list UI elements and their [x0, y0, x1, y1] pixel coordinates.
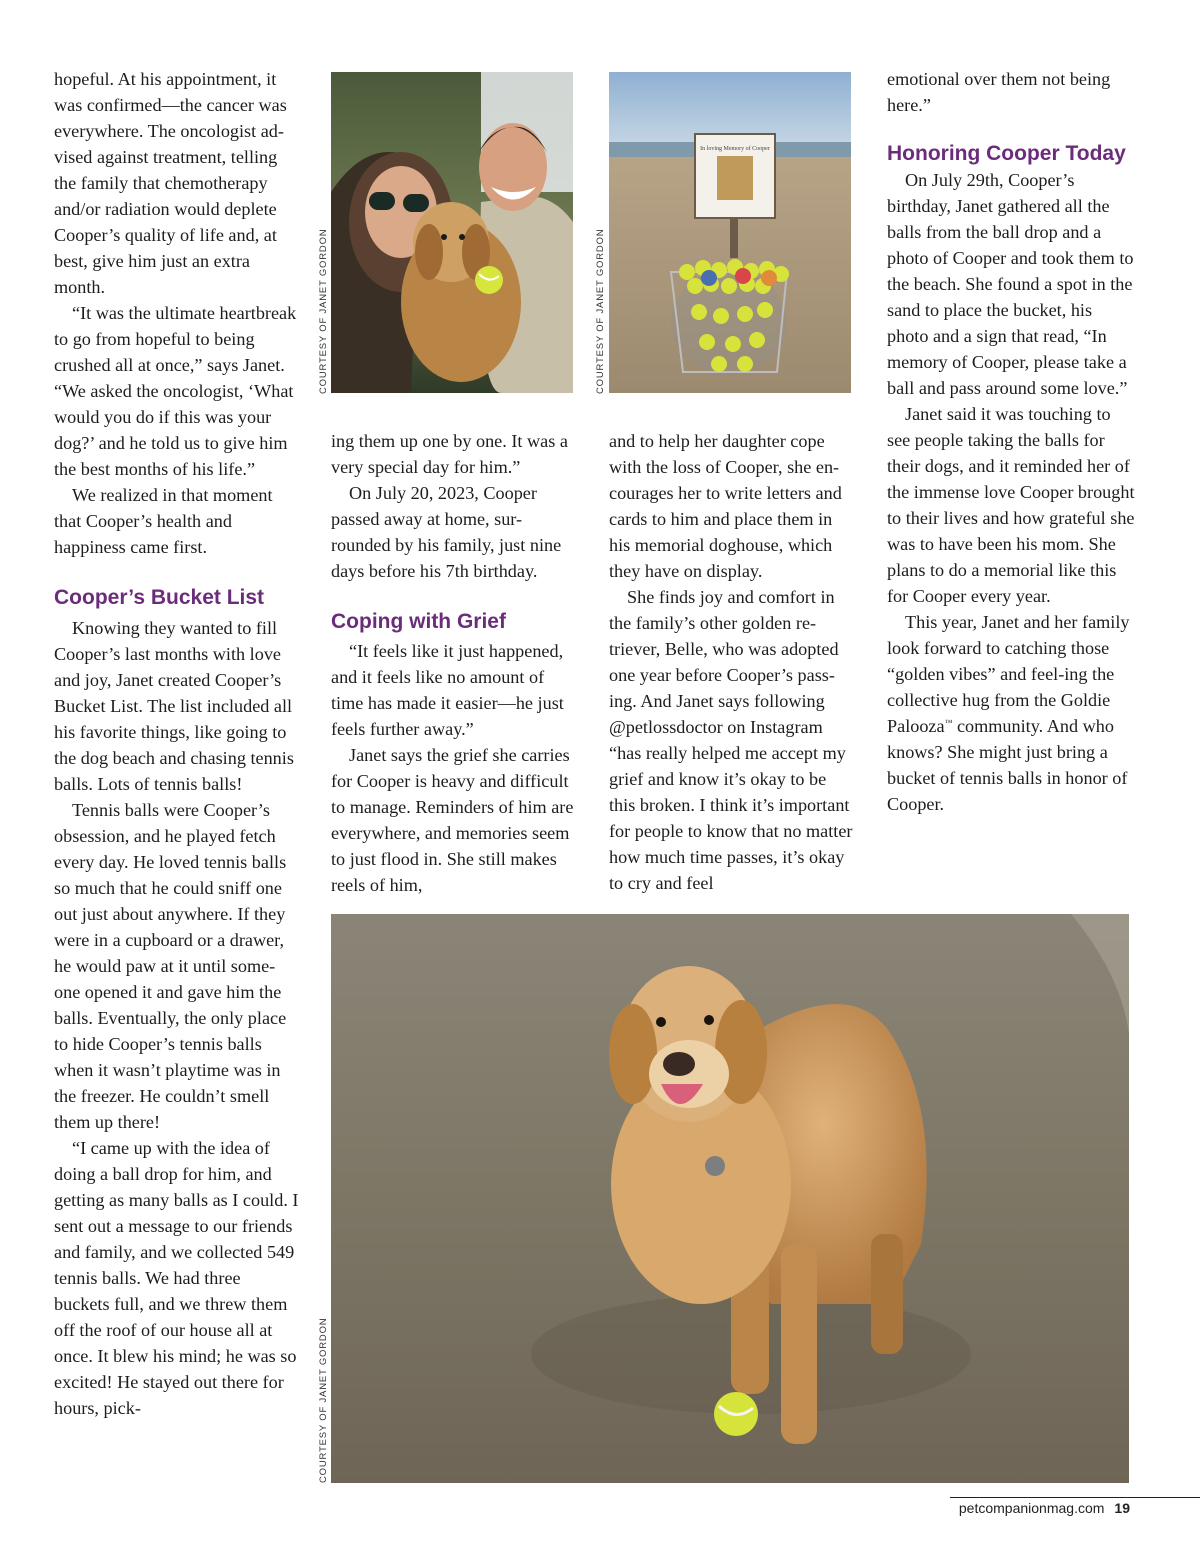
footer — [959, 1500, 1130, 1516]
heading-coopers-bucket-list: Cooper’s Bucket List — [54, 586, 265, 609]
col2-paragraph-1: ing them up one by one. It was a very special day for him.” — [331, 431, 568, 477]
col1-paragraph-1: hopeful. At his appointment, it was confirmed—the cancer was everywhere. The oncologist ad-vised against treatment, telling the family that chemotherapy and/or radiation would deplete Cooper’s quality of life and, at best, give him just an extra month. — [54, 69, 287, 297]
photo-credit-1: COURTESY OF JANET GORDON — [318, 228, 329, 394]
heading-honoring-cooper-today: Honoring Cooper Today — [887, 142, 1126, 165]
col4-paragraph-4-part-b: community. And who knows? She might just bring a bucket of tennis balls in honor of Cooper. — [887, 716, 1128, 814]
footer-rule — [950, 1497, 1200, 1498]
heading-coping-with-grief: Coping with Grief — [331, 610, 506, 633]
column-2 — [331, 428, 577, 898]
col3-paragraph-1: and to help her daughter cope with the loss of Cooper, she en-courages her to write letters and cards to him and place them in his memorial doghouse, which they have on display. — [609, 431, 842, 581]
col3-paragraph-2: She finds joy and comfort in the family’s other golden re-triever, Belle, who was adopted one year before Cooper’s pass-ing. And Janet says following @petlossdoctor on Instagram “has really helped me accept my grief and know it’s okay to be this broken. I think it’s important for people to know that no matter how much time passes, it’s okay to cry and feel — [609, 587, 853, 893]
col1-paragraph-2: “It was the ultimate heartbreak to go from hopeful to being crushed all at once,” says Janet. “We asked the oncologist, ‘What would you do if this was your dog?’ and he told us to give him the best months of his life.” — [54, 303, 297, 479]
column-4 — [887, 66, 1135, 817]
memorial-sign-text: In loving Memory of Cooper — [700, 146, 770, 152]
photo-credit-2: COURTESY OF JANET GORDON — [595, 228, 606, 394]
col1-paragraph-3: We realized in that moment that Cooper’s health and happiness came first. — [54, 485, 273, 557]
col2-paragraph-3: “It feels like it just happened, and it feels like no amount of time has made it easier—he just feels further away.” — [331, 641, 564, 739]
col2-paragraph-4: Janet says the grief she carries for Cooper is heavy and difficult to manage. Reminders of him are everywhere, and memories seem to just flood in. She still makes reels of him, — [331, 745, 574, 895]
col4-paragraph-1: emotional over them not being here.” — [887, 69, 1111, 115]
col4-paragraph-4 — [887, 609, 1135, 817]
col4-paragraph-3: Janet said it was touching to see people taking the balls for their dogs, and it reminded her of the immense love Cooper brought to their lives and how grateful she was to have been his mom. She plans to do a memorial like this for Cooper every year. — [887, 404, 1135, 606]
page-number: 19 — [1114, 1500, 1130, 1516]
col1-paragraph-4: Knowing they wanted to fill Cooper’s last months with love and joy, Janet created Cooper’s Bucket List. The list included all his favorite things, like going to the dog beach and chasing tennis balls. Lots of tennis balls! — [54, 618, 294, 794]
trademark-symbol: ™ — [944, 717, 953, 727]
footer-site: petcompanionmag.com — [958, 1500, 1105, 1516]
photo-credit-3: COURTESY OF JANET GORDON — [318, 1317, 329, 1483]
col4-paragraph-4-part-a: This year, Janet and her family look forward to catching those “golden vibes” and feel-ing the collective hug from the Goldie Palooza — [887, 612, 1130, 736]
column-3 — [609, 428, 857, 896]
col4-paragraph-2: On July 29th, Cooper’s birthday, Janet gathered all the balls from the ball drop and a photo of Cooper and took them to the beach. She found a spot in the sand to place the bucket, his photo and a sign that read, “In memory of Cooper, please take a ball and pass around some love.” — [887, 170, 1134, 398]
col1-paragraph-6: “I came up with the idea of doing a ball drop for him, and getting as many balls as I could. I sent out a message to our friends and family, and we collected 549 tennis balls. We had three buckets full, and we threw them off the roof of our house all at once. It blew his mind; he was so excited! He stayed out there for hours, pick- — [54, 1138, 299, 1418]
col1-paragraph-5: Tennis balls were Cooper’s obsession, and he played fetch every day. He loved tennis balls so much that he could sniff one out just about anywhere. If they were in a cupboard or a drawer, he would paw at it until some-one opened it and gave him the balls. Eventually, the only place to hide Cooper’s tennis balls when it wasn’t playtime was in the freezer. He couldn’t smell them up there! — [54, 800, 287, 1132]
photo-cooper-on-beach — [331, 914, 1129, 1483]
photo-couple-with-cooper — [331, 72, 573, 393]
photo-memorial-bucket — [609, 72, 851, 393]
column-1 — [54, 66, 300, 1421]
col2-paragraph-2: On July 20, 2023, Cooper passed away at home, sur-rounded by his family, just nine days before his 7th birthday. — [331, 483, 562, 581]
